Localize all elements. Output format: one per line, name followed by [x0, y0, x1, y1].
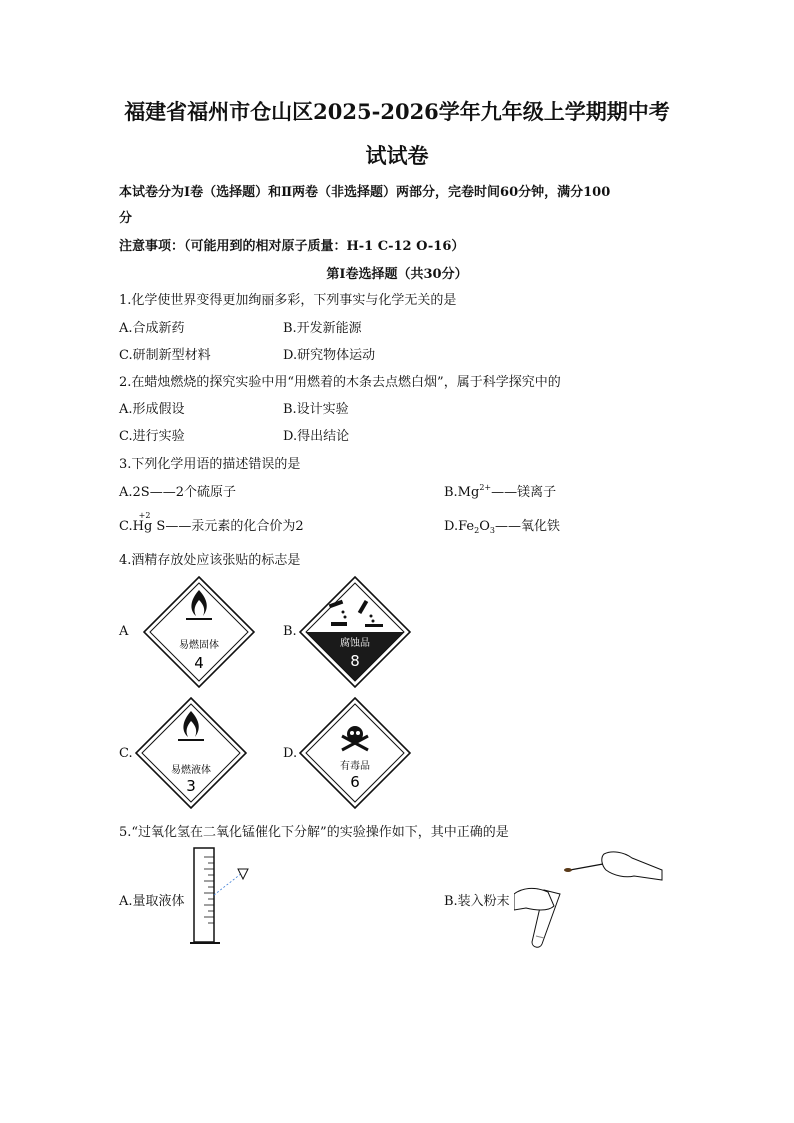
q2-option-c: C.进行实验: [119, 429, 185, 444]
q3-option-b: [444, 481, 556, 500]
sign-b-label: 腐蚀品: [340, 638, 370, 649]
question-4-stem: 4.酒精存放处应该张贴的标志是: [119, 553, 301, 568]
q4-option-a: A: [119, 624, 129, 639]
sign-c-label: 易燃液体: [171, 765, 211, 776]
q2-option-d: D.得出结论: [283, 429, 350, 444]
question-3-stem: 3.下列化学用语的描述错误的是: [119, 457, 301, 472]
question-2-stem: 2.在蜡烛燃烧的探究实验中用“用燃着的木条去点燃白烟”，属于科学探究中的: [119, 375, 561, 390]
hand-icon: [514, 888, 554, 910]
sign-flammable-liquid: [135, 697, 247, 809]
page-title-line2: 试试卷: [365, 143, 429, 168]
q3-d-o: O: [479, 519, 490, 534]
q3-c-formula: Hg S: [132, 519, 166, 534]
q3-d-fe: D.Fe: [444, 519, 475, 534]
q3-b-charge: 2+: [479, 483, 492, 492]
q3-d-sub2: 3: [489, 526, 495, 535]
eye-icon: [238, 869, 248, 879]
q3-c-valence: +2: [138, 511, 151, 520]
sign-c-number: 3: [186, 777, 196, 795]
question-5-stem: 5.“过氧化氢在二氧化锰催化下分解”的实验操作如下，其中正确的是: [119, 825, 509, 840]
graduated-cylinder-illustration: [186, 845, 256, 947]
question-1-stem: 1.化学使世界变得更加绚丽多彩，下列事实与化学无关的是: [119, 293, 457, 308]
q3-c-letter: C.: [119, 519, 133, 534]
q5-option-b: B.装入粉末: [444, 894, 510, 909]
q4-option-c: C.: [119, 746, 133, 761]
q2-option-a: A.形成假设: [119, 402, 185, 417]
sign-d-label: 有毒品: [340, 761, 370, 772]
sign-corrosive: [299, 576, 411, 688]
sign-a-label: 易燃固体: [179, 640, 219, 651]
q3-b-desc: ——镁离子: [491, 485, 557, 500]
q3-c-desc: ——汞元素的化合价为2: [165, 519, 304, 534]
notice-text: 注意事项：（可能用到的相对原子质量：H-1 C-12 O-16）: [119, 239, 465, 254]
intro-text: 本试卷分为Ⅰ卷（选择题）和Ⅱ两卷（非选择题）两部分，完卷时间60分钟，满分100: [119, 185, 611, 200]
q5-option-a: A.量取液体: [119, 894, 185, 909]
q3-d-sub1: 2: [474, 526, 480, 535]
q3-option-c: [119, 511, 304, 534]
q3-d-desc: ——氧化铁: [494, 519, 560, 534]
q1-option-a: A.合成新药: [119, 321, 185, 336]
test-tube-powder-illustration: [514, 848, 666, 950]
q1-option-d: D.研究物体运动: [283, 348, 376, 363]
q1-option-c: C.研制新型材料: [119, 348, 211, 363]
sign-a-number: 4: [194, 654, 204, 672]
q3-b-symbol: B.Mg: [444, 485, 480, 500]
sign-b-number: 8: [350, 652, 360, 670]
sign-toxic: [299, 697, 411, 809]
q3-option-d: [444, 515, 560, 535]
hand-icon: [602, 852, 662, 880]
q2-option-b: B.设计实验: [283, 402, 349, 417]
q4-option-d: D.: [283, 746, 298, 761]
page-title: 福建省福州市仓山区2025-2026学年九年级上学期期中考: [124, 99, 670, 124]
q1-option-b: B.开发新能源: [283, 321, 362, 336]
sign-flammable-solid: [143, 576, 255, 688]
section-heading: 第Ⅰ卷选择题（共30分）: [326, 267, 468, 282]
sign-d-number: 6: [350, 773, 360, 791]
q4-option-b: B.: [283, 624, 297, 639]
q3-option-a: A.2S——2个硫原子: [119, 485, 236, 500]
intro-text-cont: 分: [119, 211, 133, 226]
